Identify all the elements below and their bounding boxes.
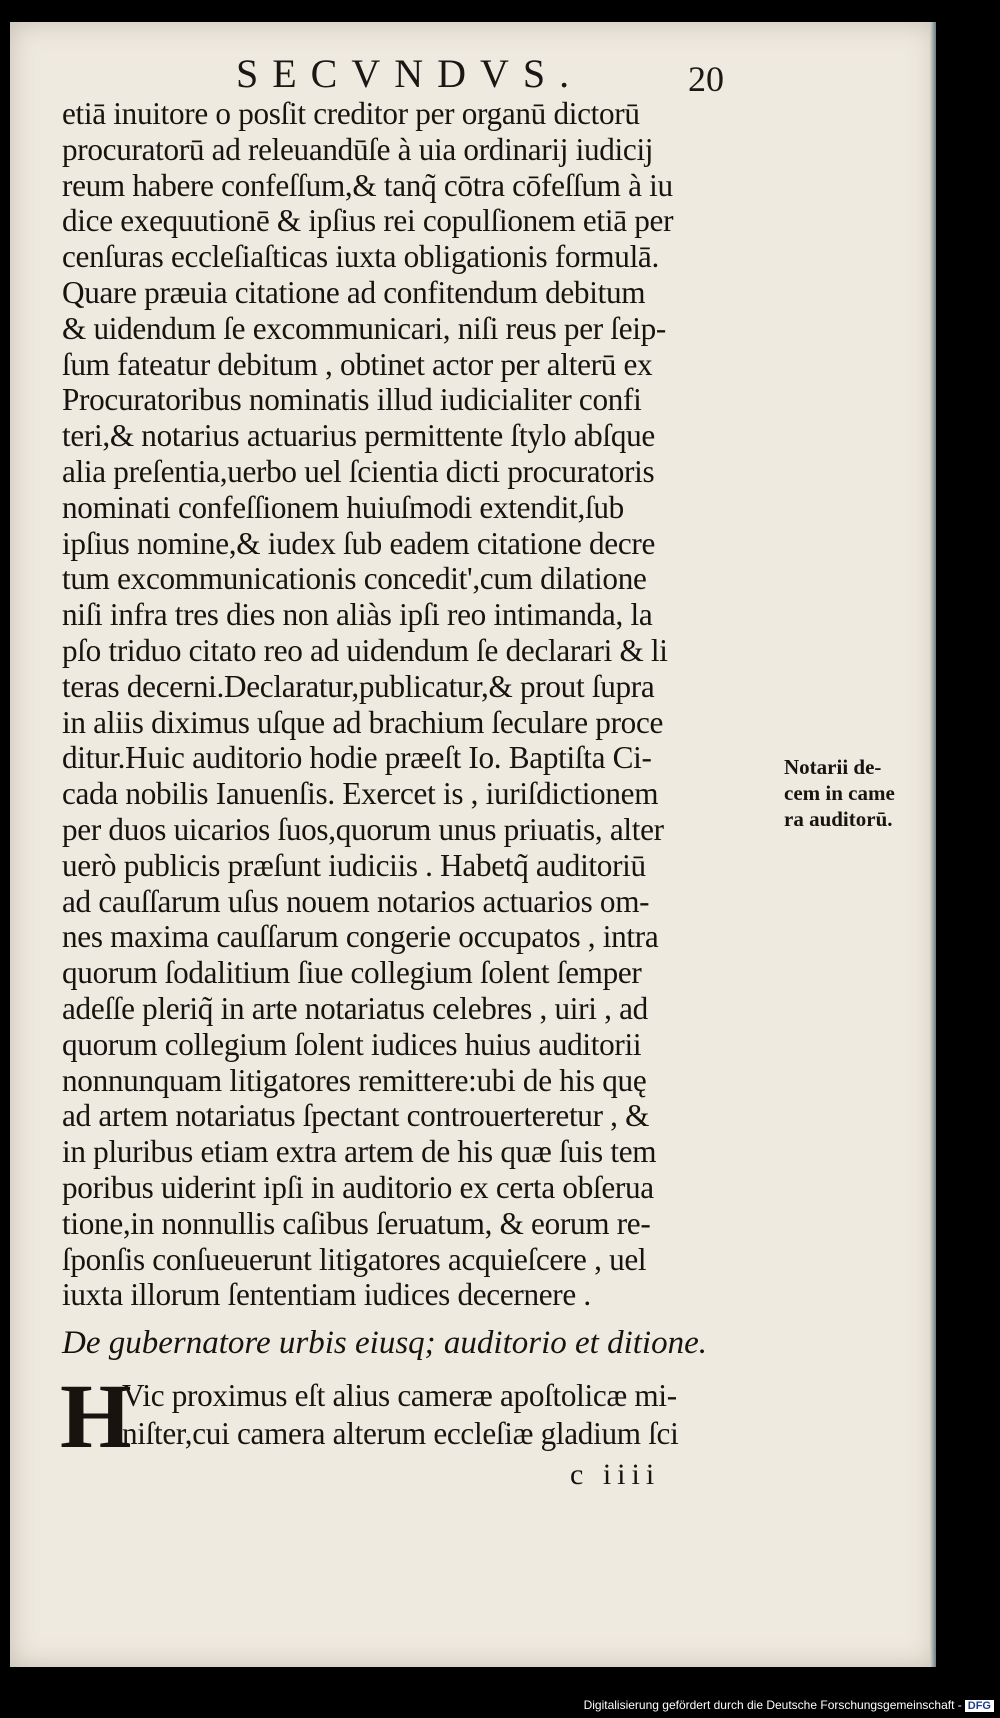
body-line: ſponſis conſueuerunt litigatores acquieſcere , uel — [62, 1241, 647, 1277]
body-text — [62, 96, 768, 1313]
signature-mark: c iiii — [570, 1458, 661, 1491]
page-number: 20 — [688, 59, 724, 99]
section-heading: De gubernatore urbis eiusq; auditorio et ditione. — [62, 1325, 707, 1361]
body-line: dice exequutionē & ipſius rei copulſionem etiā per — [62, 203, 674, 239]
body-line: tum excommunicationis concedit',cum dilatione — [62, 561, 647, 597]
body-line: teras decerni.Declaratur,publicatur,& prout ſupra — [62, 668, 655, 704]
footer-text: Digitalisierung gefördert durch die Deutsche Forschungsgemeinschaft - — [583, 1698, 962, 1712]
section-body-line: Vic proximus eſt alius cameræ apoſtolicæ mi- — [122, 1378, 677, 1413]
marginal-note — [784, 754, 934, 832]
body-line: ad artem notariatus ſpectant controuerteretur , & — [62, 1098, 650, 1134]
body-line: nominati confeſſionem huiuſmodi extendit,ſub — [62, 489, 624, 525]
body-line: iuxta illorum ſententiam iudices decernere . — [62, 1277, 591, 1313]
body-line: uerò publicis præſunt iudiciis . Habetq̃ auditoriū — [62, 847, 646, 883]
body-line: cada nobilis Ianuenſis. Exercet is , iuriſdictionem — [62, 776, 659, 812]
body-line: ad cauſſarum uſus nouem notarios actuarios om- — [62, 883, 650, 919]
drop-cap: H — [60, 1365, 132, 1467]
marginal-note-line: ra auditorū. — [784, 807, 893, 831]
section-body — [122, 1377, 772, 1453]
body-line: cenſuras eccleſiaſticas iuxta obligationis formulā. — [62, 239, 659, 275]
body-line: alia preſentia,uerbo uel ſcientia dicti procuratoris — [62, 453, 655, 489]
marginal-note-line: Notarii de- — [784, 755, 882, 779]
body-line: adeſſe pleriq̃ in arte notariatus celebres , uiri , ad — [62, 990, 648, 1026]
body-line: in pluribus etiam extra artem de his quæ ſuis tem — [62, 1134, 657, 1170]
body-line: etiā inuitore o posſit creditor per organū dictorū — [62, 96, 640, 131]
body-line: nonnunquam litigatores remittere:ubi de his quę — [62, 1062, 647, 1098]
body-line: procuratorū ad releuandūſe à uia ordinarij iudicij — [62, 131, 654, 167]
body-line: nes maxima cauſſarum congerie occupatos , intra — [62, 919, 659, 955]
body-line: ipſius nomine,& iudex ſub eadem citatione decre — [62, 525, 656, 561]
body-line: ditur.Huic auditorio hodie præeſt Io. Baptiſta Ci- — [62, 740, 652, 776]
body-line: tione,in nonnullis caſibus ſeruatum, & eorum re- — [62, 1205, 651, 1241]
body-line: teri,& notarius actuarius permittente ſtylo abſque — [62, 418, 655, 454]
body-line: Quare præuia citatione ad confitendum debitum — [62, 274, 646, 310]
body-line: in aliis diximus uſque ad brachium ſeculare proce — [62, 704, 664, 740]
body-line: reum habere confeſſum,& tanq̃ cōtra cōfeſſum à iu — [62, 167, 673, 203]
body-line: poribus uiderint ipſi in auditorio ex certa obſerua — [62, 1169, 654, 1205]
marginal-note-line: cem in came — [784, 781, 895, 805]
body-line: Procuratoribus nominatis illud iudicialiter confi — [62, 382, 642, 418]
funding-footer — [584, 1698, 994, 1712]
body-line: quorum ſodalitium ſiue collegium ſolent ſemper — [62, 955, 642, 991]
body-line: ſum fateatur debitum , obtinet actor per alterū ex — [62, 346, 653, 382]
body-line: per duos uicarios ſuos,quorum unus priuatis, alter — [62, 811, 664, 847]
body-line: niſi infra tres dies non aliàs ipſi reo intimanda, la — [62, 597, 653, 633]
running-title: SECVNDVS. — [236, 51, 584, 96]
body-line: & uidendum ſe excommunicari, niſi reus per ſeip- — [62, 310, 666, 346]
section-body-line: niſter,cui camera alterum eccleſiæ gladium ſci — [122, 1416, 679, 1451]
body-line: pſo triduo citato reo ad uidendum ſe declarari & li — [62, 632, 668, 668]
page-edge — [930, 22, 936, 1667]
body-line: quorum collegium ſolent iudices huius auditorii — [62, 1026, 642, 1062]
dfg-logo-icon: DFG — [965, 1700, 994, 1712]
